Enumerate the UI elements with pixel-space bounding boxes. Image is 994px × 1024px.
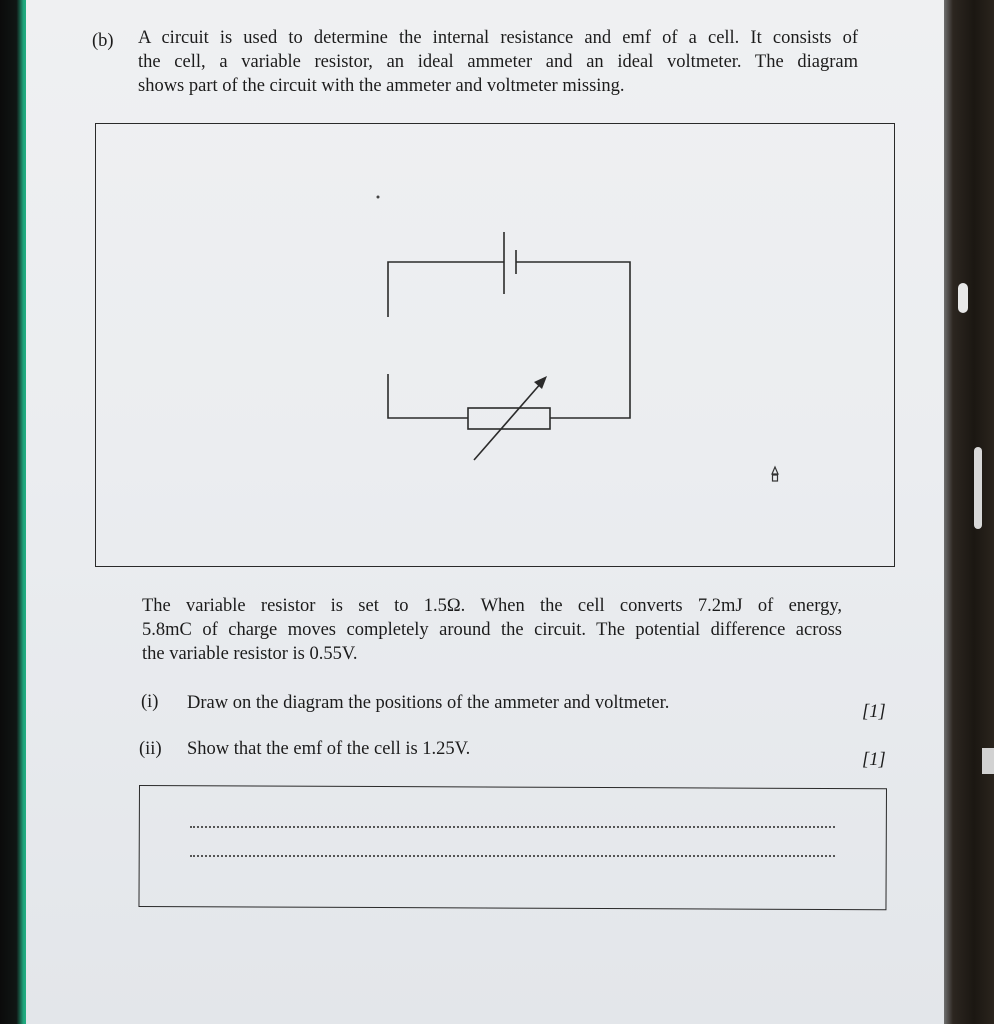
side-tab <box>982 748 994 774</box>
intro-line: the cell, a variable resistor, an ideal ammeter and an ideal voltmeter. The diagram <box>138 52 858 72</box>
answer-box[interactable] <box>138 785 887 910</box>
intro-line: shows part of the circuit with the ammeter and voltmeter missing. <box>138 76 625 96</box>
answer-line[interactable] <box>190 855 835 857</box>
subquestion-marks: [1] <box>862 750 886 770</box>
speck <box>377 196 380 199</box>
data-line: The variable resistor is set to 1.5Ω. When the cell converts 7.2mJ of energy, <box>142 596 842 616</box>
wire-bottom-left <box>388 374 468 418</box>
circuit-diagram-box[interactable] <box>95 123 895 567</box>
intro-line: A circuit is used to determine the internal resistance and emf of a cell. It consists of <box>138 28 858 48</box>
data-line: the variable resistor is 0.55V. <box>142 644 358 664</box>
device-right-edge <box>944 0 994 1024</box>
pen-nib-icon <box>772 467 778 481</box>
answer-line[interactable] <box>190 826 835 828</box>
subquestion-marks: [1] <box>862 702 886 722</box>
arrow-head-icon <box>534 376 547 389</box>
data-paragraph <box>142 594 842 666</box>
subquestion-number: (i) <box>141 692 159 712</box>
subquestion-number: (ii) <box>139 739 162 759</box>
variable-resistor-arrow <box>474 382 542 460</box>
subquestion-text: Draw on the diagram the positions of the ammeter and voltmeter. <box>187 693 670 713</box>
question-label: (b) <box>92 31 114 51</box>
data-line: 5.8mC of charge moves completely around the circuit. The potential difference across <box>142 620 842 640</box>
wire-top-right <box>516 262 630 418</box>
circuit-diagram <box>96 124 894 566</box>
side-tab <box>958 283 968 313</box>
question-intro <box>138 26 858 98</box>
wire-top-left <box>388 262 504 317</box>
subquestion-text: Show that the emf of the cell is 1.25V. <box>187 739 471 759</box>
side-tab <box>974 447 982 529</box>
variable-resistor-body <box>468 408 550 429</box>
